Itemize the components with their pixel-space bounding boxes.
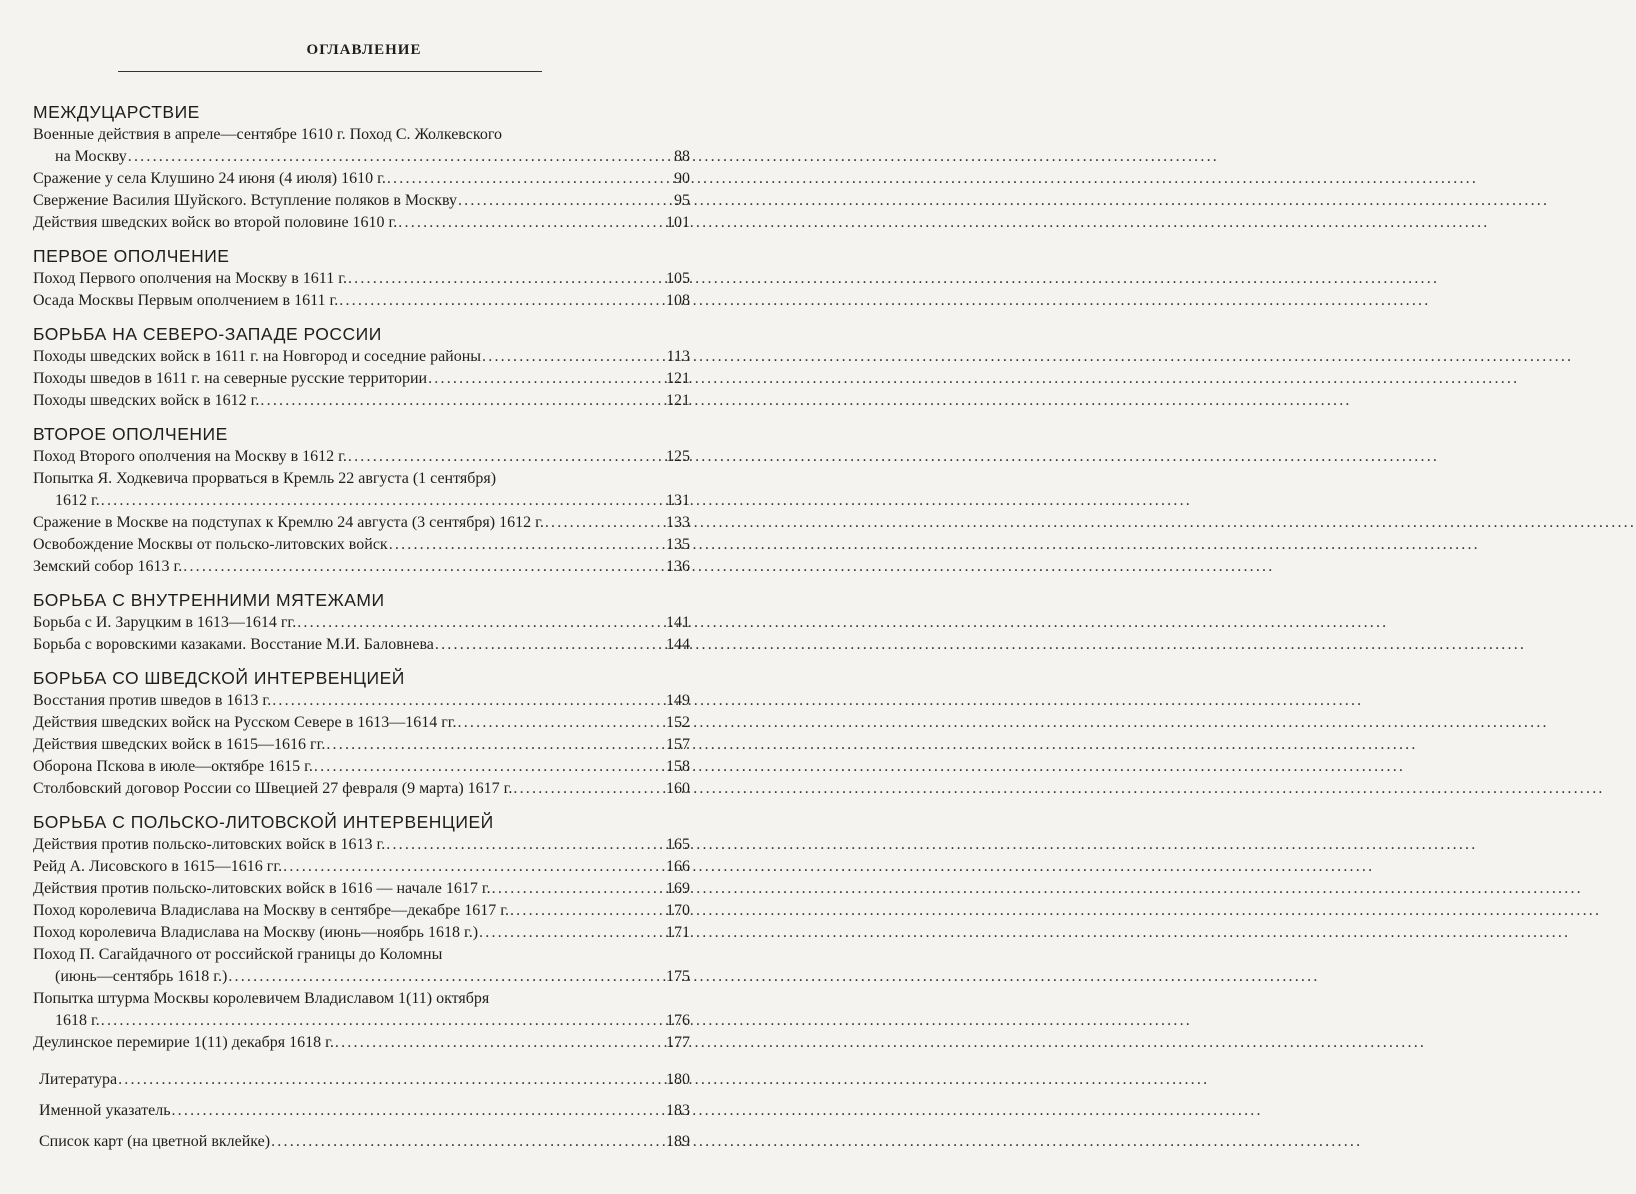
toc-entry bbox=[33, 390, 690, 412]
toc-entry bbox=[33, 922, 690, 944]
toc-entry-row bbox=[33, 346, 690, 368]
entry-title: Борьба с И. Заруцким в 1613—1614 гг. bbox=[33, 614, 297, 631]
toc-section bbox=[33, 810, 690, 1054]
page-number: 165 bbox=[666, 836, 690, 853]
dot-leader bbox=[348, 446, 665, 468]
toc-entry bbox=[33, 212, 690, 234]
toc-section bbox=[33, 244, 690, 312]
toc-entry-row bbox=[33, 756, 690, 778]
toc-entry-row bbox=[33, 512, 690, 534]
entry-title: Именной указатель bbox=[39, 1102, 171, 1119]
dot-leader bbox=[479, 922, 665, 944]
entry-title: Рейд А. Лисовского в 1615—1616 гг. bbox=[33, 858, 283, 875]
entry-title: Литература bbox=[39, 1071, 118, 1088]
toc-entry bbox=[33, 988, 690, 1032]
dot-leader bbox=[260, 390, 665, 412]
toc-entry bbox=[33, 512, 690, 534]
dot-leader bbox=[389, 534, 665, 556]
dot-leader bbox=[272, 690, 665, 712]
page-number: 177 bbox=[666, 1034, 690, 1051]
dot-leader bbox=[297, 612, 665, 634]
toc-entry-row bbox=[33, 834, 690, 856]
entry-title: Действия шведских войск на Русском Севере в 1613—1614 гг. bbox=[33, 714, 457, 731]
dot-leader bbox=[492, 878, 665, 900]
toc-entry-row bbox=[33, 878, 690, 900]
entry-title: Свержение Василия Шуйского. Вступление поляков в Москву bbox=[33, 192, 457, 209]
title-rule bbox=[118, 71, 542, 72]
dot-leader bbox=[271, 1126, 665, 1157]
entry-title: 1612 г. bbox=[55, 492, 100, 509]
entry-title: Попытка Я. Ходкевича прорваться в Кремль 22 августа (1 сентября) bbox=[33, 470, 497, 487]
dot-leader bbox=[101, 1010, 665, 1032]
toc-entry-row bbox=[33, 922, 690, 944]
page-number: 169 bbox=[666, 880, 690, 897]
dot-leader bbox=[545, 512, 665, 534]
page-number: 158 bbox=[666, 758, 690, 775]
toc-entry bbox=[33, 190, 690, 212]
toc-entry bbox=[33, 856, 690, 878]
back-matter-entry bbox=[33, 1126, 690, 1157]
page-number: 135 bbox=[666, 536, 690, 553]
toc-entry-row bbox=[33, 368, 690, 390]
page-number: 136 bbox=[666, 558, 690, 575]
page-number: 171 bbox=[666, 924, 690, 941]
toc-entry-row bbox=[33, 1064, 690, 1095]
toc-entry-row bbox=[33, 556, 690, 578]
toc-entry bbox=[33, 756, 690, 778]
entry-title: (июнь—сентябрь 1618 г.) bbox=[55, 968, 228, 985]
back-matter-entry bbox=[33, 1064, 690, 1095]
entry-title: Земский собор 1613 г. bbox=[33, 558, 183, 575]
toc-entry bbox=[33, 634, 690, 656]
dot-leader bbox=[513, 778, 665, 800]
back-matter-entry bbox=[33, 1095, 690, 1126]
dot-leader bbox=[128, 146, 673, 168]
toc-entry bbox=[33, 712, 690, 734]
entry-title: Поход королевича Владислава на Москву в сентябре—декабре 1617 г. bbox=[33, 902, 509, 919]
toc-entry bbox=[33, 734, 690, 756]
entry-title: Осада Москвы Первым ополчением в 1611 г. bbox=[33, 292, 339, 309]
dot-leader bbox=[101, 490, 665, 512]
toc-entry bbox=[33, 878, 690, 900]
toc-section bbox=[33, 666, 690, 800]
entry-title: Действия шведских войск в 1615—1616 гг. bbox=[33, 736, 326, 753]
page-number: 180 bbox=[666, 1071, 690, 1088]
toc-section bbox=[33, 422, 690, 578]
toc-entry bbox=[33, 168, 690, 190]
page-number: 121 bbox=[666, 370, 690, 387]
page-number: 149 bbox=[666, 692, 690, 709]
toc-entry bbox=[33, 1032, 690, 1054]
toc-entry bbox=[33, 556, 690, 578]
page-number: 121 bbox=[666, 392, 690, 409]
entry-title: Борьба с воровскими казаками. Восстание М.И. Баловнева bbox=[33, 636, 434, 653]
dot-leader bbox=[482, 346, 666, 368]
toc-entry bbox=[33, 612, 690, 634]
toc-entry bbox=[33, 900, 690, 922]
page-number: 133 bbox=[666, 514, 690, 531]
dot-leader bbox=[428, 368, 665, 390]
section-heading: БОРЬБА НА СЕВЕРО-ЗАПАДЕ РОССИИ bbox=[33, 324, 382, 344]
toc-page bbox=[0, 0, 728, 1194]
dot-leader bbox=[326, 734, 665, 756]
page-number: 95 bbox=[674, 192, 690, 209]
page-number: 90 bbox=[674, 170, 690, 187]
dot-leader bbox=[183, 556, 665, 578]
toc-entry bbox=[33, 834, 690, 856]
toc-entry-row bbox=[33, 966, 690, 988]
toc-entry-row bbox=[33, 1032, 690, 1054]
page-number: 189 bbox=[666, 1133, 690, 1150]
toc-entry-row bbox=[33, 1126, 690, 1157]
toc-entry-row bbox=[33, 168, 690, 190]
toc-entry-row bbox=[33, 268, 690, 290]
entry-title: Походы шведов в 1611 г. на северные русские территории bbox=[33, 370, 428, 387]
toc-entry bbox=[33, 290, 690, 312]
back-matter bbox=[33, 1064, 690, 1157]
page-number: 170 bbox=[666, 902, 690, 919]
section-heading: МЕЖДУЦАРСТВИЕ bbox=[33, 102, 200, 122]
toc-entry-row bbox=[33, 490, 690, 512]
entry-title: Восстания против шведов в 1613 г. bbox=[33, 692, 272, 709]
toc-entry bbox=[33, 778, 690, 800]
toc-entry-row bbox=[33, 290, 690, 312]
toc-entry bbox=[33, 446, 690, 468]
toc-entry-row bbox=[33, 534, 690, 556]
section-heading: ВТОРОЕ ОПОЛЧЕНИЕ bbox=[33, 424, 228, 444]
toc-entry bbox=[33, 346, 690, 368]
toc-entry-row bbox=[33, 778, 690, 800]
dot-leader bbox=[458, 712, 665, 734]
toc-entry-row bbox=[33, 900, 690, 922]
toc-section bbox=[33, 322, 690, 412]
section-heading: БОРЬБА С ПОЛЬСКО-ЛИТОВСКОЙ ИНТЕРВЕНЦИЕЙ bbox=[33, 812, 494, 832]
toc-entry-row bbox=[33, 390, 690, 412]
entry-title: Походы шведских войск в 1612 г. bbox=[33, 392, 260, 409]
entry-title: Военные действия в апреле—сентябре 1610 г. Поход С. Жолкевского bbox=[33, 126, 502, 143]
dot-leader bbox=[510, 900, 665, 922]
entry-title: Список карт (на цветной вклейке) bbox=[39, 1133, 271, 1150]
entry-title: Поход П. Сагайдачного от российской границы до Коломны bbox=[33, 946, 443, 963]
dot-leader bbox=[348, 268, 665, 290]
page-number: 160 bbox=[666, 780, 690, 797]
page-number: 113 bbox=[666, 348, 690, 365]
toc-section bbox=[33, 100, 690, 234]
dot-leader bbox=[228, 966, 665, 988]
dot-leader bbox=[283, 856, 665, 878]
toc-entry bbox=[33, 268, 690, 290]
page-number: 183 bbox=[666, 1102, 690, 1119]
toc-entry-row bbox=[33, 1095, 690, 1126]
page-number: 144 bbox=[666, 636, 690, 653]
dot-leader bbox=[314, 756, 665, 778]
toc-entry-row bbox=[33, 612, 690, 634]
section-heading: БОРЬБА СО ШВЕДСКОЙ ИНТЕРВЕНЦИЕЙ bbox=[33, 668, 405, 688]
page-number: 125 bbox=[666, 448, 690, 465]
entry-title: Действия против польско-литовских войск в 1613 г. bbox=[33, 836, 386, 853]
dot-leader bbox=[398, 212, 665, 234]
table-of-contents bbox=[33, 100, 690, 1157]
entry-title: Поход королевича Владислава на Москву (июнь—ноябрь 1618 г.) bbox=[33, 924, 479, 941]
toc-entry-row bbox=[33, 146, 690, 168]
page-number: 166 bbox=[666, 858, 690, 875]
page-number: 88 bbox=[674, 148, 690, 165]
toc-entry-row bbox=[33, 690, 690, 712]
page-number: 101 bbox=[666, 214, 690, 231]
toc-entry-row bbox=[33, 856, 690, 878]
dot-leader bbox=[118, 1064, 665, 1095]
toc-entry-row bbox=[33, 712, 690, 734]
section-heading: БОРЬБА С ВНУТРЕННИМИ МЯТЕЖАМИ bbox=[33, 590, 385, 610]
page-title: ОГЛАВЛЕНИЕ bbox=[306, 42, 422, 58]
entry-title: Походы шведских войск в 1611 г. на Новгород и соседние районы bbox=[33, 348, 482, 365]
dot-leader bbox=[435, 634, 665, 656]
toc-entry-row bbox=[33, 734, 690, 756]
entry-title: Освобождение Москвы от польско-литовских войск bbox=[33, 536, 388, 553]
toc-entry-row bbox=[33, 212, 690, 234]
dot-leader bbox=[339, 290, 665, 312]
dot-leader bbox=[335, 1032, 665, 1054]
entry-title: 1618 г. bbox=[55, 1012, 100, 1029]
toc-entry bbox=[33, 124, 690, 168]
page-number: 157 bbox=[666, 736, 690, 753]
entry-title: Оборона Пскова в июле—октябре 1615 г. bbox=[33, 758, 313, 775]
dot-leader bbox=[386, 834, 665, 856]
entry-title: Поход Первого ополчения на Москву в 1611 г. bbox=[33, 270, 347, 287]
toc-entry bbox=[33, 468, 690, 512]
toc-entry-row bbox=[33, 634, 690, 656]
page-number: 141 bbox=[666, 614, 690, 631]
page-number: 105 bbox=[666, 270, 690, 287]
toc-entry bbox=[33, 368, 690, 390]
entry-title: на Москву bbox=[55, 148, 127, 165]
toc-entry-row bbox=[33, 190, 690, 212]
entry-title: Действия против польско-литовских войск в 1616 — начале 1617 г. bbox=[33, 880, 491, 897]
page-number: 175 bbox=[666, 968, 690, 985]
toc-entry bbox=[33, 534, 690, 556]
entry-title: Действия шведских войск во второй половине 1610 г. bbox=[33, 214, 398, 231]
toc-entry bbox=[33, 690, 690, 712]
toc-entry-row bbox=[33, 446, 690, 468]
entry-title: Попытка штурма Москвы королевичем Владиславом 1(11) октября bbox=[33, 990, 490, 1007]
entry-title: Сражение у села Клушино 24 июня (4 июля) 1610 г. bbox=[33, 170, 386, 187]
entry-title: Сражение в Москве на подступах к Кремлю 24 августа (3 сентября) 1612 г. bbox=[33, 514, 544, 531]
entry-title: Деулинское перемирие 1(11) декабря 1618 г. bbox=[33, 1034, 334, 1051]
dot-leader bbox=[387, 168, 673, 190]
toc-section bbox=[33, 588, 690, 656]
entry-title: Столбовский договор России со Швецией 27 февраля (9 марта) 1617 г. bbox=[33, 780, 513, 797]
page-number: 176 bbox=[666, 1012, 690, 1029]
section-heading: ПЕРВОЕ ОПОЛЧЕНИЕ bbox=[33, 246, 230, 266]
page-number: 131 bbox=[666, 492, 690, 509]
dot-leader bbox=[458, 190, 673, 212]
toc-entry bbox=[33, 944, 690, 988]
toc-entry-row bbox=[33, 1010, 690, 1032]
entry-title: Поход Второго ополчения на Москву в 1612 г. bbox=[33, 448, 347, 465]
page-number: 152 bbox=[666, 714, 690, 731]
page-number: 108 bbox=[666, 292, 690, 309]
dot-leader bbox=[171, 1095, 665, 1126]
